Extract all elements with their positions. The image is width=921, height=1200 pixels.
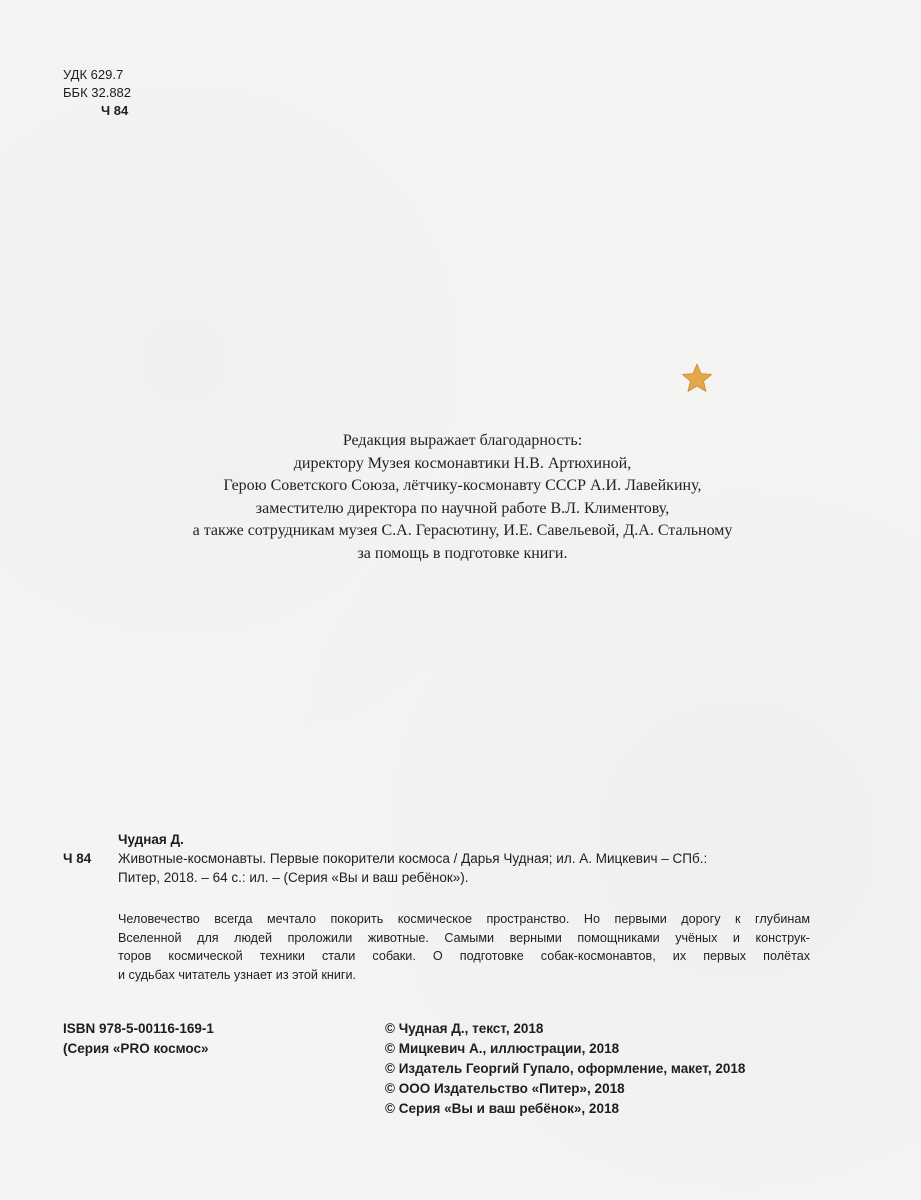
ack-line: Герою Советского Союза, лётчику-космонавту СССР А.И. Лавейкину, <box>223 477 702 494</box>
series-isbn: (Серия «PRO космос» <box>63 1041 209 1056</box>
abstract-line: Человечество всегда мечтало покорить космическое пространство. Но первыми дорогу к глубинам <box>118 912 810 926</box>
ack-line: директору Музея космонавтики Н.В. Артюхиной, <box>293 454 632 472</box>
abstract-line: и судьбах читатель узнает из этой книги. <box>118 967 357 982</box>
bibliographic-record <box>63 830 823 887</box>
author-mark: Ч 84 <box>101 103 129 118</box>
book-author: Чудная Д. <box>118 832 184 847</box>
book-publication: Питер, 2018. – 64 с.: ил. – (Серия «Вы и ваш ребёнок»). <box>118 870 469 885</box>
copyright-line: © ООО Издательство «Питер», 2018 <box>385 1081 625 1096</box>
ack-line: Редакция выражает благодарность: <box>342 432 583 449</box>
udk-code: УДК 629.7 <box>63 67 124 82</box>
abstract <box>118 910 810 984</box>
isbn-number: ISBN 978-5-00116-169-1 <box>63 1021 214 1036</box>
copyright-line: © Мицкевич А., иллюстрации, 2018 <box>385 1041 620 1056</box>
copyright-block <box>385 1019 745 1119</box>
book-description: Животные-космонавты. Первые покорители космоса / Дарья Чудная; ил. А. Мицкевич – СПб.: <box>118 851 708 866</box>
classification-block <box>63 66 131 120</box>
copyright-line: © Издатель Георгий Гупало, оформление, макет, 2018 <box>385 1061 746 1076</box>
abstract-line: Вселенной для людей проложили животные. Самыми верными помощниками учёных и конструк- <box>118 930 810 945</box>
acknowledgement <box>0 430 921 565</box>
isbn-block <box>63 1019 214 1059</box>
bbk-code: ББК 32.882 <box>63 85 132 100</box>
copyright-line: © Чудная Д., текст, 2018 <box>385 1021 544 1036</box>
ack-line: за помощь в подготовке книги. <box>357 544 568 562</box>
star-icon <box>681 362 713 394</box>
ack-line: заместителю директора по научной работе В.Л. Климентову, <box>255 499 670 517</box>
copyright-line: © Серия «Вы и ваш ребёнок», 2018 <box>385 1101 619 1116</box>
abstract-line: торов космической техники стали собаки. О подготовке собак-космонавтов, их первых полётах <box>118 949 810 963</box>
ack-line: а также сотрудникам музея С.А. Герасютину, И.Е. Савельевой, Д.А. Стальному <box>192 522 733 539</box>
record-code: Ч 84 <box>63 851 92 866</box>
